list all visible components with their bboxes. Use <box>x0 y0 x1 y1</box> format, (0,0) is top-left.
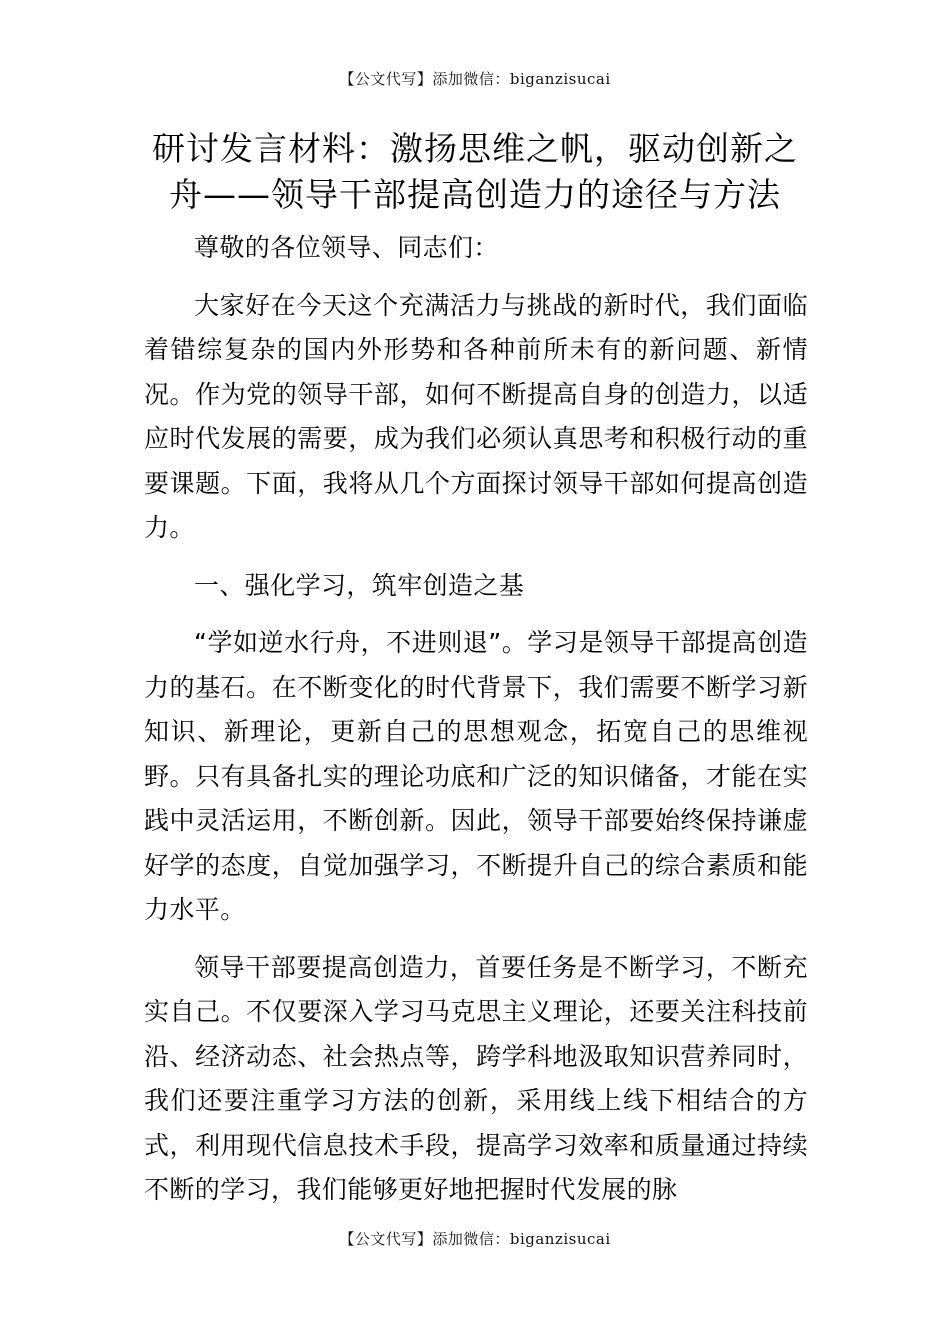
body-paragraph: 领导干部要提高创造力，首要任务是不断学习，不断充实自己。不仅要深入学习马克思主义理论，还要关注科技前沿、经济动态、社会热点等，跨学科地汲取知识营养同时，我们还要注重学习方法的创新，采用线上线下相结合的方式，利用现代信息技术手段，提高学习效率和质量通过持续不断的学习，我们能够更好地把握时代发展的脉 <box>144 952 808 1204</box>
document-body <box>144 226 808 1213</box>
greeting-paragraph: 尊敬的各位领导、同志们： <box>194 233 499 262</box>
section-heading: 一、强化学习，筑牢创造之基 <box>194 570 525 600</box>
title-line-1: 研讨发言材料：激扬思维之帆，驱动创新之 <box>152 129 798 168</box>
header-note: 【公文代写】添加微信：biganzisucai <box>339 70 611 88</box>
title-line-2: 舟——领导干部提高创造力的途径与方法 <box>169 175 781 214</box>
body-paragraph: “学如逆水行舟，不进则退”。学习是领导干部提高创造力的基石。在不断变化的时代背景下，我们需要不断学习新知识、新理论，更新自己的思想观念，拓宽自己的思维视野。只有具备扎实的理论功底和广泛的知识储备，才能在实践中灵活运用，不断创新。因此，领导干部要始终保持谦虚好学的态度，自觉加强学习，不断提升自己的综合素质和能力水平。 <box>144 628 808 924</box>
body-paragraph: 大家好在今天这个充满活力与挑战的新时代，我们面临着错综复杂的国内外形势和各种前所未有的新问题、新情况。作为党的领导干部，如何不断提高自身的创造力，以适应时代发展的需要，成为我们必须认真思考和积极行动的重要课题。下面，我将从几个方面探讨领导干部如何提高创造力。 <box>144 290 808 542</box>
footer-note: 【公文代写】添加微信：biganzisucai <box>339 1230 611 1248</box>
document-title <box>140 126 810 218</box>
